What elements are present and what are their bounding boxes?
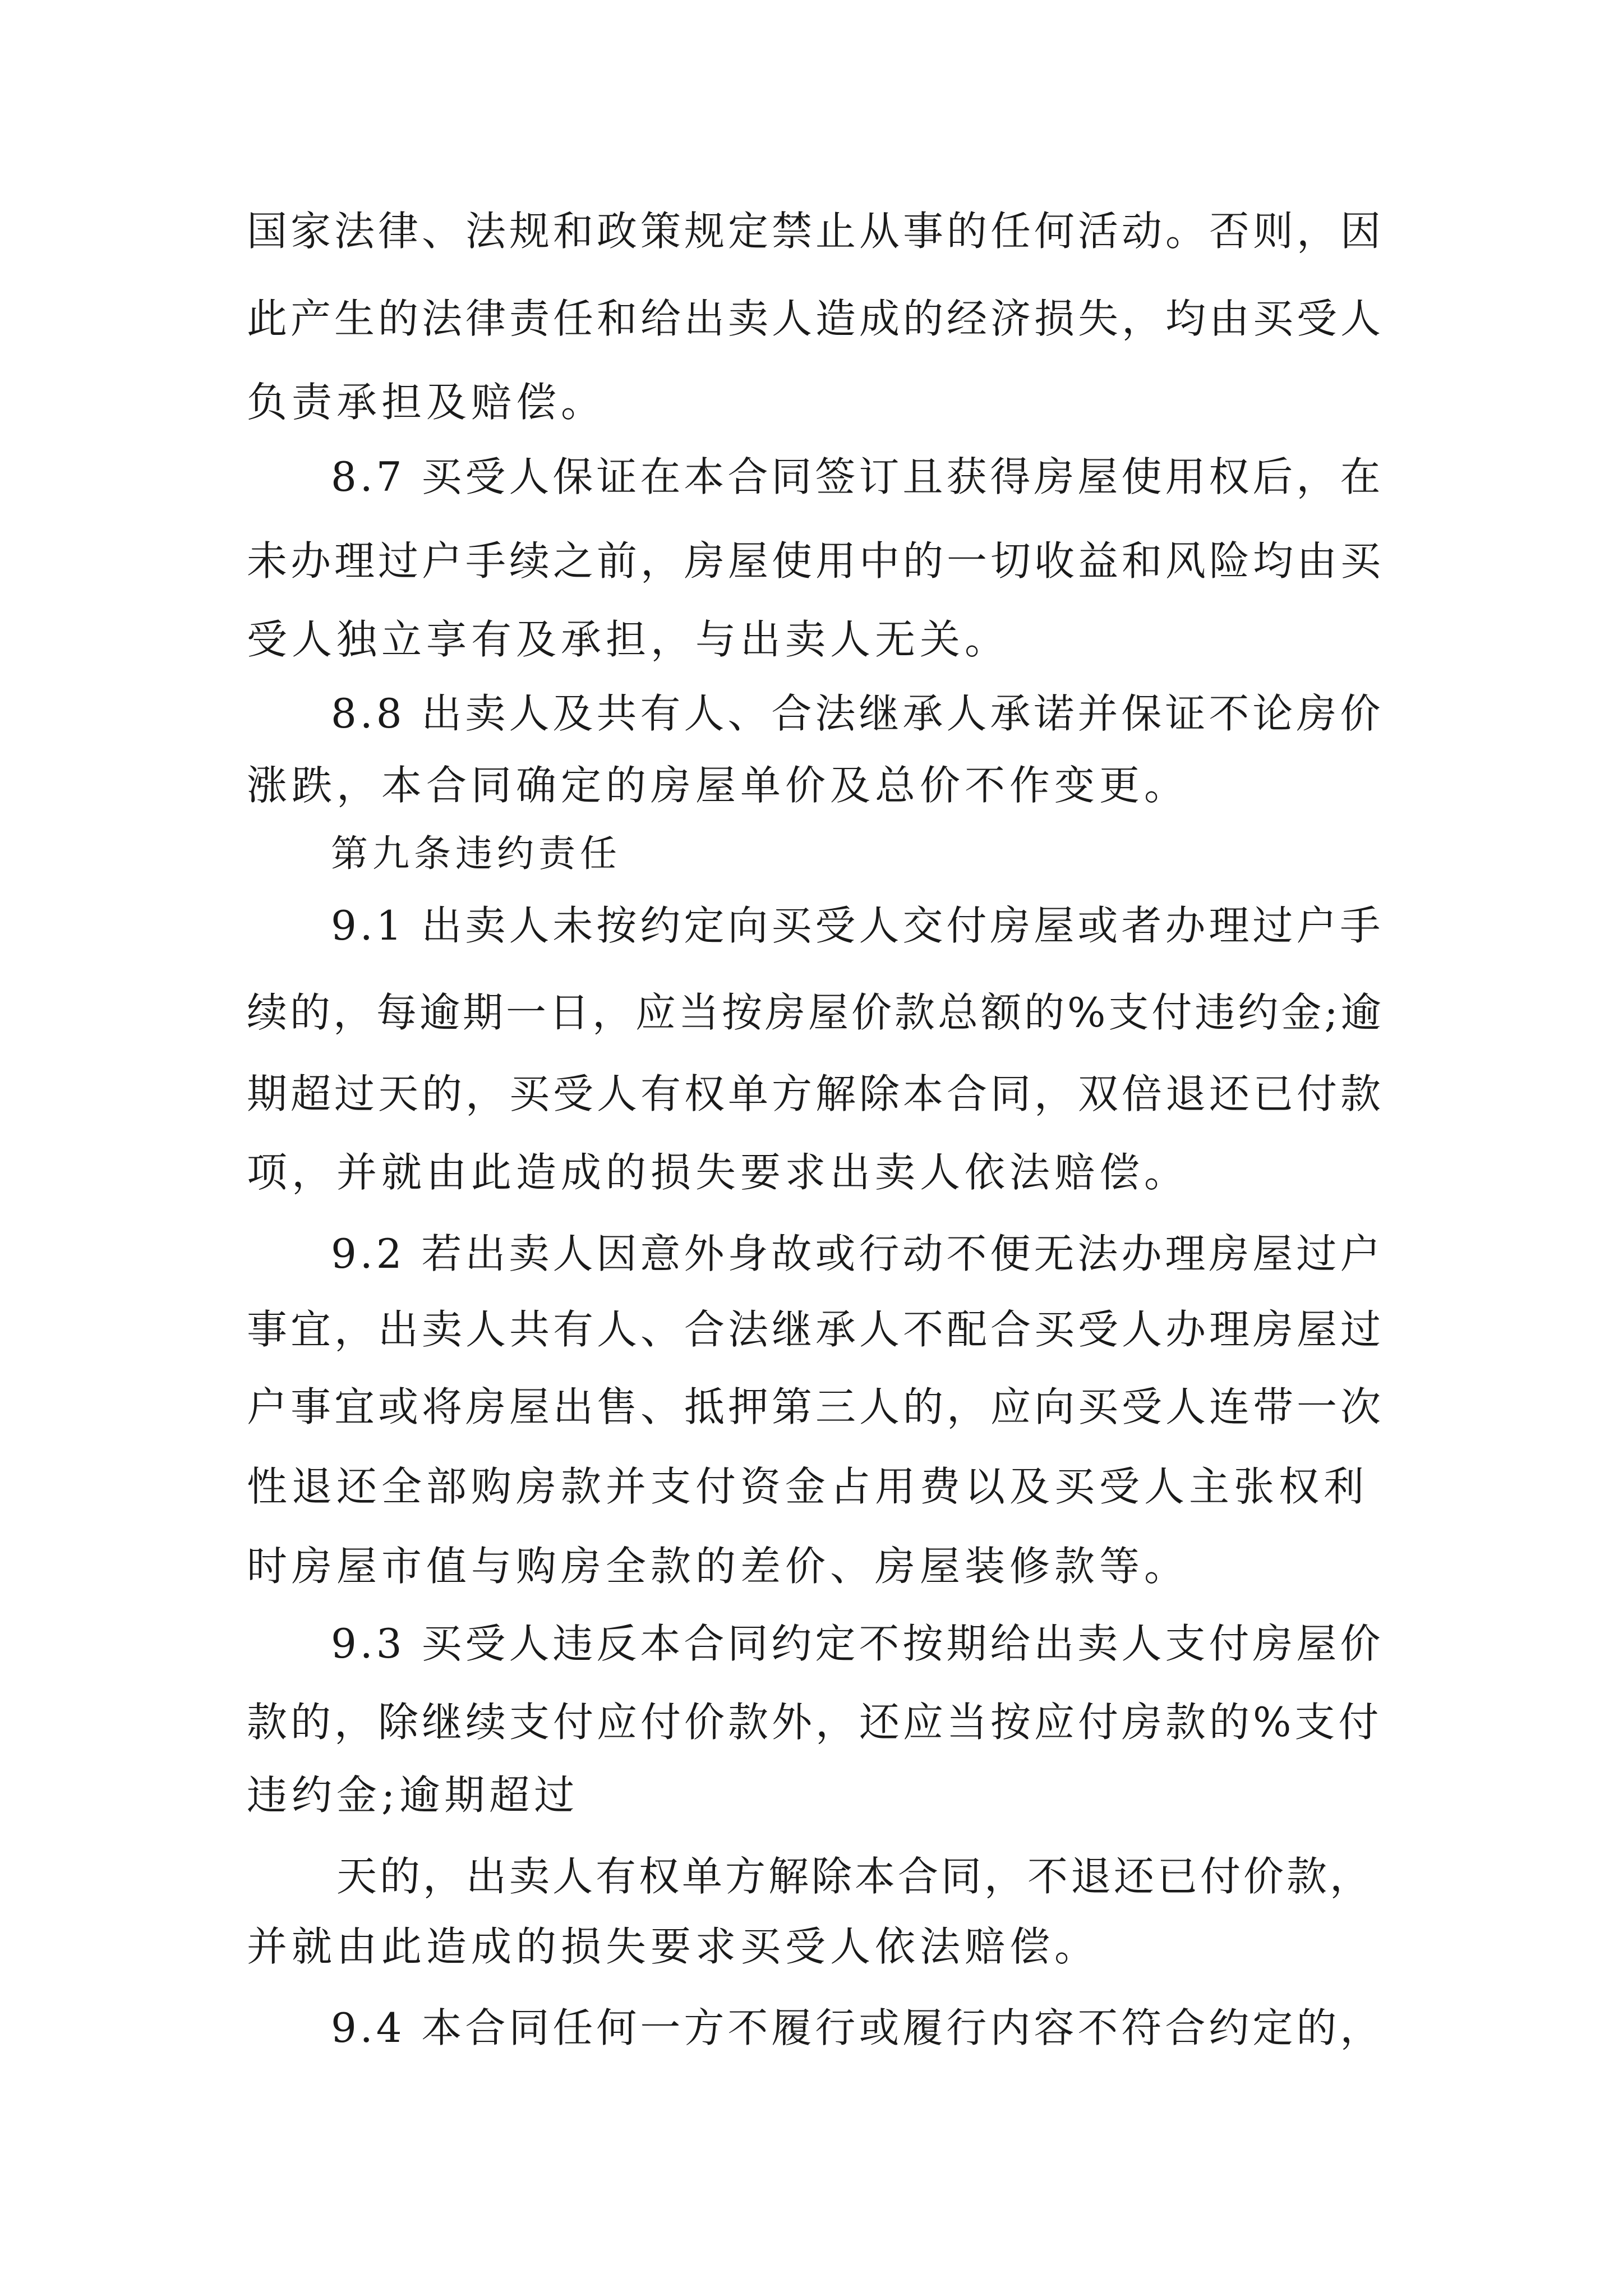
text-line: 此产生的法律责任和给出卖人造成的经济损失，均由买受人: [247, 295, 1385, 342]
text-line: 款的，除继续支付应付价款外，还应当按应付房款的%支付: [247, 1699, 1382, 1746]
text-line: 涨跌，本合同确定的房屋单价及总价不作变更。: [247, 762, 1189, 809]
text-line: 国家法律、法规和政策规定禁止从事的任何活动。否则，因: [247, 208, 1385, 255]
text-line: 事宜，出卖人共有人、合法继承人不配合买受人办理房屋过: [247, 1306, 1385, 1353]
text-line: 并就由此造成的损失要求买受人依法赔偿。: [247, 1923, 1100, 1970]
text-line: 性退还全部购房款并支付资金占用费以及买受人主张权利: [247, 1463, 1369, 1510]
text-line: 项，并就由此造成的损失要求出卖人依法赔偿。: [247, 1149, 1189, 1196]
clause-9-4: 9.4 本合同任何一方不履行或履行内容不符合约定的，: [331, 2004, 1384, 2051]
text-line: 负责承担及赔偿。: [247, 379, 606, 426]
clause-9-1: 9.1 出卖人未按约定向买受人交付房屋或者办理过户手: [331, 902, 1384, 949]
text-line: 天的，出卖人有权单方解除本合同，不退还已付价款，: [336, 1853, 1373, 1900]
text-line: 时房屋市值与购房全款的差价、房屋装修款等。: [247, 1543, 1189, 1590]
text-line: 违约金;逾期超过: [247, 1772, 579, 1819]
clause-8-8: 8.8 出卖人及共有人、合法继承人承诺并保证不论房价: [331, 690, 1384, 737]
clause-9-3: 9.3 买受人违反本合同约定不按期给出卖人支付房屋价: [331, 1620, 1384, 1667]
text-line: 户事宜或将房屋出售、抵押第三人的，应向买受人连带一次: [247, 1383, 1385, 1430]
clause-8-7: 8.7 买受人保证在本合同签订且获得房屋使用权后，在: [331, 453, 1384, 500]
text-line: 未办理过户手续之前，房屋使用中的一切收益和风险均由买: [247, 537, 1385, 585]
text-line: 期超过天的，买受人有权单方解除本合同，双倍退还已付款: [247, 1070, 1385, 1117]
clause-9-2: 9.2 若出卖人因意外身故或行动不便无法办理房屋过户: [331, 1230, 1384, 1277]
section-heading: 第九条违约责任: [331, 832, 621, 875]
text-line: 续的，每逾期一日，应当按房屋价款总额的%支付违约金;逾: [247, 989, 1384, 1036]
text-line: 受人独立享有及承担，与出卖人无关。: [247, 616, 1010, 663]
